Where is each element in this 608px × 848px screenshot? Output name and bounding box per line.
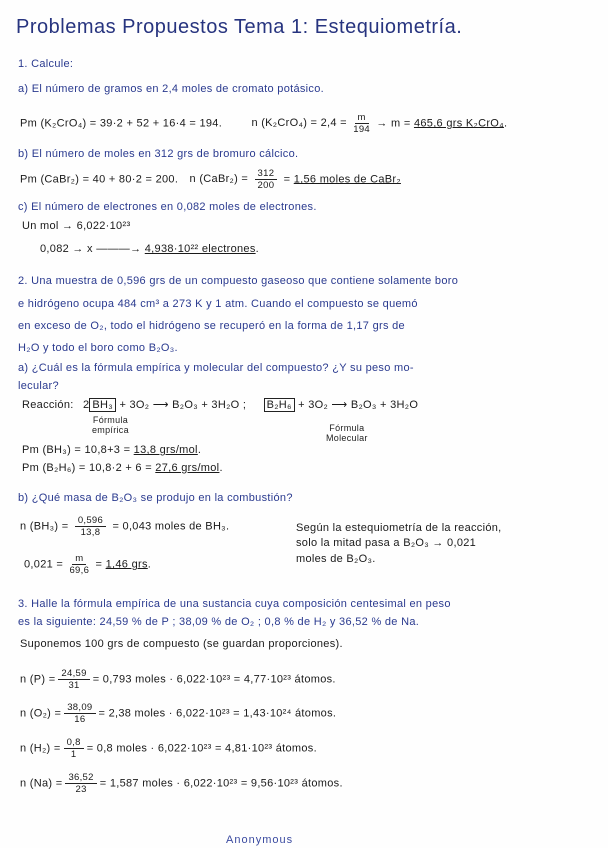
assumption: Suponemos 100 grs de compuesto (se guardan proporciones). bbox=[20, 638, 343, 650]
calc: n (P) = bbox=[20, 673, 56, 686]
calc: n (BH₃) = bbox=[20, 520, 69, 533]
problem-2-line: e hidrógeno ocupa 484 cm³ a 273 K y 1 atm. Cuando el compuesto se quemó bbox=[18, 298, 418, 310]
result: = 0,793 moles · 6,022·10²³ = 4,77·10²³ átomos. bbox=[92, 673, 336, 686]
result: 1,46 grs bbox=[105, 558, 148, 571]
fraction bbox=[353, 112, 370, 135]
arrow-text: → m = bbox=[376, 117, 411, 130]
label-line: Fórmula bbox=[92, 415, 129, 425]
result-1b: 1,56 moles de CaBr₂ bbox=[293, 173, 401, 186]
fraction bbox=[65, 772, 96, 795]
label-line: empírica bbox=[92, 425, 129, 435]
problem-2a-question: lecular? bbox=[18, 380, 59, 392]
denominator: 31 bbox=[68, 680, 80, 691]
proportion-text: 0,082 → x ———→ bbox=[40, 243, 142, 255]
denominator: 16 bbox=[74, 714, 86, 725]
molecular-formula-box: B₂H₆ bbox=[264, 398, 295, 412]
moles-row bbox=[20, 772, 343, 795]
denominator: 194 bbox=[353, 124, 371, 135]
moles-row bbox=[20, 702, 336, 725]
result: = 2,38 moles · 6,022·10²³ = 1,43·10²⁴ átomos. bbox=[98, 707, 337, 720]
numerator: 0,8 bbox=[64, 737, 84, 749]
molar-mass-cabr2: Pm (CaBr₂) = 40 + 80·2 = 200. bbox=[20, 173, 179, 186]
problem-1-heading: 1. Calcule: bbox=[18, 58, 74, 70]
calc: n (Na) = bbox=[20, 777, 63, 790]
problem-1a-question: a) El número de gramos en 2,4 moles de cromato potásico. bbox=[18, 83, 325, 95]
denominator: 13,8 bbox=[80, 527, 101, 538]
stoichiometry-note: moles de B₂O₃. bbox=[296, 553, 376, 565]
problem-2-line: en exceso de O₂, todo el hidrógeno se recuperó en la forma de 1,17 grs de bbox=[18, 320, 405, 332]
denominator: 200 bbox=[257, 180, 275, 191]
result-1c: 4,938·10²² electrones bbox=[144, 243, 256, 255]
page-title: Problemas Propuestos Tema 1: Estequiometría. bbox=[16, 16, 463, 38]
moles-row bbox=[20, 668, 336, 691]
problem-2-line: 2. Una muestra de 0,596 grs de un compuesto gaseoso que contiene solamente boro bbox=[18, 275, 459, 287]
fraction bbox=[69, 553, 89, 576]
problem-1c-question: c) El número de electrones en 0,082 moles de electrones. bbox=[18, 201, 317, 213]
numerator: m bbox=[355, 112, 369, 124]
problem-3-line: 3. Halle la fórmula empírica de una sustancia cuya composición centesimal en peso bbox=[18, 598, 451, 610]
problem-1c-line1: Un mol → 6,022·10²³ bbox=[22, 220, 131, 232]
pm-b2h6: Pm (B₂H₆) = 10,8·2 + 6 = 27,6 grs/mol. bbox=[22, 462, 223, 474]
moles-cabr2: n (CaBr₂) = bbox=[189, 173, 249, 186]
numerator: m bbox=[72, 553, 86, 565]
calc: Pm (B₂H₆) = 10,8·2 + 6 = bbox=[22, 462, 152, 474]
calc: n (H₂) = bbox=[20, 742, 61, 755]
problem-1a-calc: Pm (K₂CrO₄) = 39·2 + 52 + 16·4 = 194. n (K₂CrO₄) = 2,4 = $\frac{m}{194}$ → m = 465,6 grs K₂CrO₄. bbox=[20, 112, 508, 135]
fraction bbox=[64, 737, 84, 760]
result-1a: 465,6 grs K₂CrO₄ bbox=[413, 117, 504, 130]
result: = 0,043 moles de BH₃. bbox=[112, 520, 230, 533]
molecular-label bbox=[326, 423, 368, 443]
coefficient: 2 bbox=[82, 399, 90, 411]
problem-3-line: es la siguiente: 24,59 % de P ; 38,09 % de O₂ ; 0,8 % de H₂ y 36,52 % de Na. bbox=[18, 616, 420, 628]
fraction bbox=[75, 515, 106, 538]
moles-bh3-calc bbox=[20, 515, 229, 538]
calc: Pm (BH₃) = 10,8+3 = bbox=[22, 444, 131, 456]
moles-k2cro4: n (K₂CrO₄) = 2,4 = bbox=[251, 117, 347, 130]
mass-b2o3-calc: 0,021 = $\frac{m}{69,6}$ = 1,46 grs. bbox=[24, 553, 152, 576]
result: 27,6 grs/mol bbox=[155, 462, 220, 474]
molar-mass-k2cro4: Pm (K₂CrO₄) = 39·2 + 52 + 16·4 = 194. bbox=[20, 117, 223, 130]
label-line: Molecular bbox=[326, 433, 368, 443]
numerator: 36,52 bbox=[65, 772, 96, 784]
fraction bbox=[64, 702, 95, 725]
reaction-label: Reacción: bbox=[22, 399, 74, 411]
empirical-formula-box: BH₃ bbox=[89, 398, 116, 412]
denominator: 69,6 bbox=[69, 565, 90, 576]
numerator: 0,596 bbox=[75, 515, 106, 527]
problem-1c-line2: 0,082 → x ———→ 4,938·10²² electrones. bbox=[40, 243, 259, 255]
result: = 0,8 moles · 6,022·10²³ = 4,81·10²³ átomos. bbox=[86, 742, 317, 755]
reaction-line bbox=[22, 398, 418, 411]
reaction-2: + 3O₂ ⟶ B₂O₃ + 3H₂O bbox=[298, 399, 419, 411]
fraction bbox=[255, 168, 278, 191]
stoichiometry-note: solo la mitad pasa a B₂O₃ → 0,021 bbox=[296, 537, 477, 549]
moles-row bbox=[20, 737, 317, 760]
author-signature: Anonymous bbox=[226, 834, 294, 846]
label-line: Fórmula bbox=[329, 423, 365, 433]
problem-1b-question: b) El número de moles en 312 grs de bromuro cálcico. bbox=[18, 148, 299, 160]
pm-bh3: Pm (BH₃) = 10,8+3 = 13,8 grs/mol. bbox=[22, 444, 202, 456]
empirical-label bbox=[92, 415, 129, 435]
result: = 1,587 moles · 6,022·10²³ = 9,56·10²³ átomos. bbox=[99, 777, 343, 790]
result: 13,8 grs/mol bbox=[133, 444, 198, 456]
calc: n (O₂) = bbox=[20, 707, 62, 720]
problem-1b-calc: Pm (CaBr₂) = 40 + 80·2 = 200. n (CaBr₂) = $\frac{312}{200}$ = 1,56 moles de CaBr₂ bbox=[20, 168, 401, 191]
fraction bbox=[58, 668, 89, 691]
reaction-1: + 3O₂ ⟶ B₂O₃ + 3H₂O ; bbox=[119, 399, 247, 411]
numerator: 312 bbox=[255, 168, 278, 180]
numerator: 24,59 bbox=[58, 668, 89, 680]
problem-2a-question: a) ¿Cuál es la fórmula empírica y molecular del compuesto? ¿Y su peso mo- bbox=[18, 362, 414, 374]
calc: 0,021 = bbox=[24, 558, 64, 571]
denominator: 23 bbox=[75, 784, 87, 795]
problem-2b-question: b) ¿Qué masa de B₂O₃ se produjo en la combustión? bbox=[18, 492, 293, 504]
stoichiometry-note: Según la estequiometría de la reacción, bbox=[296, 522, 502, 534]
denominator: 1 bbox=[70, 749, 77, 760]
problem-2-line: H₂O y todo el boro como B₂O₃. bbox=[18, 342, 178, 354]
numerator: 38,09 bbox=[64, 702, 95, 714]
